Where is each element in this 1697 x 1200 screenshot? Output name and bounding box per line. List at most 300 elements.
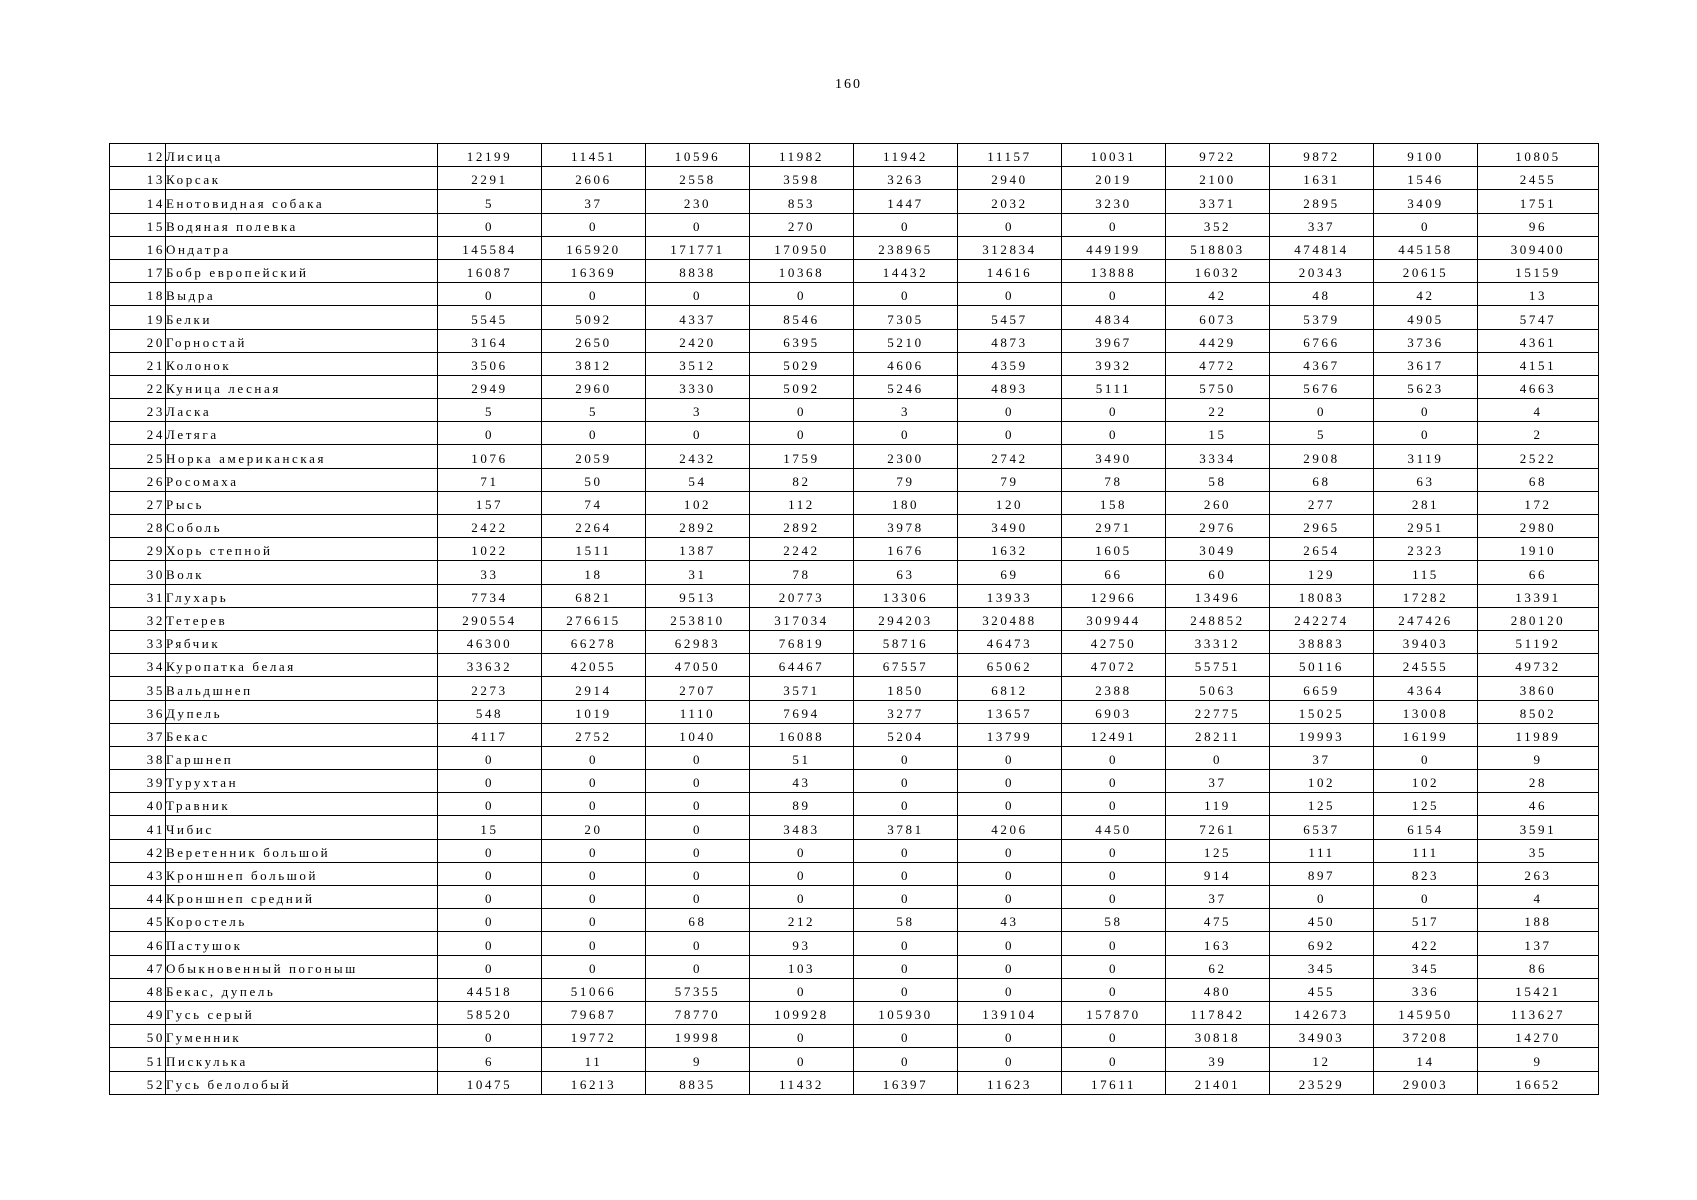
value-cell: 0 bbox=[854, 793, 958, 816]
table-row bbox=[110, 329, 1599, 352]
value-cell: 11989 bbox=[1478, 723, 1599, 746]
table-row bbox=[110, 932, 1599, 955]
value-cell: 914 bbox=[1166, 862, 1270, 885]
value-cell: 0 bbox=[854, 1048, 958, 1071]
value-cell: 0 bbox=[854, 862, 958, 885]
species-name: Вальдшнеп bbox=[166, 677, 438, 700]
value-cell: 6766 bbox=[1270, 329, 1374, 352]
row-number: 25 bbox=[110, 445, 166, 468]
value-cell: 5111 bbox=[1062, 375, 1166, 398]
value-cell: 68 bbox=[646, 909, 750, 932]
value-cell: 0 bbox=[958, 213, 1062, 236]
value-cell: 5 bbox=[438, 399, 542, 422]
value-cell: 2940 bbox=[958, 167, 1062, 190]
value-cell: 0 bbox=[854, 955, 958, 978]
value-cell: 10031 bbox=[1062, 144, 1166, 167]
row-number: 50 bbox=[110, 1025, 166, 1048]
value-cell: 31 bbox=[646, 561, 750, 584]
table-row bbox=[110, 538, 1599, 561]
value-cell: 2752 bbox=[542, 723, 646, 746]
value-cell: 0 bbox=[1062, 746, 1166, 769]
row-number: 20 bbox=[110, 329, 166, 352]
value-cell: 66 bbox=[1478, 561, 1599, 584]
value-cell: 0 bbox=[1062, 793, 1166, 816]
value-cell: 253810 bbox=[646, 607, 750, 630]
value-cell: 2422 bbox=[438, 515, 542, 538]
value-cell: 15 bbox=[438, 816, 542, 839]
value-cell: 4429 bbox=[1166, 329, 1270, 352]
value-cell: 0 bbox=[854, 770, 958, 793]
value-cell: 2522 bbox=[1478, 445, 1599, 468]
value-cell: 0 bbox=[958, 422, 1062, 445]
value-cell: 5750 bbox=[1166, 375, 1270, 398]
value-cell: 67557 bbox=[854, 654, 958, 677]
value-cell: 0 bbox=[438, 932, 542, 955]
value-cell: 9 bbox=[1478, 1048, 1599, 1071]
species-name: Лисица bbox=[166, 144, 438, 167]
value-cell: 33312 bbox=[1166, 630, 1270, 653]
row-number: 16 bbox=[110, 236, 166, 259]
value-cell: 1022 bbox=[438, 538, 542, 561]
row-number: 41 bbox=[110, 816, 166, 839]
value-cell: 13 bbox=[1478, 283, 1599, 306]
value-cell: 0 bbox=[438, 862, 542, 885]
value-cell: 47050 bbox=[646, 654, 750, 677]
value-cell: 0 bbox=[1374, 213, 1478, 236]
value-cell: 450 bbox=[1270, 909, 1374, 932]
value-cell: 19993 bbox=[1270, 723, 1374, 746]
value-cell: 82 bbox=[750, 468, 854, 491]
species-name: Тетерев bbox=[166, 607, 438, 630]
value-cell: 49732 bbox=[1478, 654, 1599, 677]
value-cell: 2606 bbox=[542, 167, 646, 190]
value-cell: 58716 bbox=[854, 630, 958, 653]
row-number: 32 bbox=[110, 607, 166, 630]
value-cell: 20615 bbox=[1374, 259, 1478, 282]
value-cell: 163 bbox=[1166, 932, 1270, 955]
value-cell: 9 bbox=[1478, 746, 1599, 769]
value-cell: 0 bbox=[542, 862, 646, 885]
value-cell: 0 bbox=[1062, 886, 1166, 909]
value-cell: 7305 bbox=[854, 306, 958, 329]
value-cell: 0 bbox=[1270, 886, 1374, 909]
value-cell: 2965 bbox=[1270, 515, 1374, 538]
value-cell: 0 bbox=[542, 793, 646, 816]
value-cell: 309944 bbox=[1062, 607, 1166, 630]
value-cell: 119 bbox=[1166, 793, 1270, 816]
value-cell: 475 bbox=[1166, 909, 1270, 932]
value-cell: 2892 bbox=[646, 515, 750, 538]
value-cell: 1850 bbox=[854, 677, 958, 700]
value-cell: 1546 bbox=[1374, 167, 1478, 190]
value-cell: 6537 bbox=[1270, 816, 1374, 839]
species-name: Росомаха bbox=[166, 468, 438, 491]
value-cell: 6 bbox=[438, 1048, 542, 1071]
value-cell: 172 bbox=[1478, 491, 1599, 514]
value-cell: 23529 bbox=[1270, 1071, 1374, 1094]
value-cell: 13799 bbox=[958, 723, 1062, 746]
value-cell: 69 bbox=[958, 561, 1062, 584]
value-cell: 0 bbox=[958, 793, 1062, 816]
value-cell: 13306 bbox=[854, 584, 958, 607]
row-number: 52 bbox=[110, 1071, 166, 1094]
value-cell: 0 bbox=[958, 839, 1062, 862]
species-name: Горностай bbox=[166, 329, 438, 352]
value-cell: 19772 bbox=[542, 1025, 646, 1048]
value-cell: 3860 bbox=[1478, 677, 1599, 700]
value-cell: 76819 bbox=[750, 630, 854, 653]
table-row bbox=[110, 144, 1599, 167]
value-cell: 8546 bbox=[750, 306, 854, 329]
row-number: 34 bbox=[110, 654, 166, 677]
value-cell: 320488 bbox=[958, 607, 1062, 630]
value-cell: 68 bbox=[1270, 468, 1374, 491]
value-cell: 449199 bbox=[1062, 236, 1166, 259]
value-cell: 7734 bbox=[438, 584, 542, 607]
value-cell: 2323 bbox=[1374, 538, 1478, 561]
value-cell: 33632 bbox=[438, 654, 542, 677]
value-cell: 28 bbox=[1478, 770, 1599, 793]
value-cell: 692 bbox=[1270, 932, 1374, 955]
value-cell: 2914 bbox=[542, 677, 646, 700]
value-cell: 38883 bbox=[1270, 630, 1374, 653]
value-cell: 0 bbox=[854, 422, 958, 445]
value-cell: 78770 bbox=[646, 1001, 750, 1024]
value-cell: 9872 bbox=[1270, 144, 1374, 167]
species-name: Гуменник bbox=[166, 1025, 438, 1048]
value-cell: 4905 bbox=[1374, 306, 1478, 329]
value-cell: 0 bbox=[1062, 862, 1166, 885]
table-row bbox=[110, 700, 1599, 723]
table-row bbox=[110, 445, 1599, 468]
value-cell: 158 bbox=[1062, 491, 1166, 514]
value-cell: 3334 bbox=[1166, 445, 1270, 468]
value-cell: 337 bbox=[1270, 213, 1374, 236]
value-cell: 24555 bbox=[1374, 654, 1478, 677]
table-row bbox=[110, 886, 1599, 909]
value-cell: 0 bbox=[542, 886, 646, 909]
row-number: 14 bbox=[110, 190, 166, 213]
table-row bbox=[110, 909, 1599, 932]
value-cell: 42 bbox=[1166, 283, 1270, 306]
value-cell: 46300 bbox=[438, 630, 542, 653]
value-cell: 125 bbox=[1374, 793, 1478, 816]
value-cell: 9722 bbox=[1166, 144, 1270, 167]
value-cell: 0 bbox=[1062, 770, 1166, 793]
value-cell: 3330 bbox=[646, 375, 750, 398]
value-cell: 3164 bbox=[438, 329, 542, 352]
value-cell: 1910 bbox=[1478, 538, 1599, 561]
species-name: Водяная полевка bbox=[166, 213, 438, 236]
value-cell: 30818 bbox=[1166, 1025, 1270, 1048]
value-cell: 2558 bbox=[646, 167, 750, 190]
value-cell: 16087 bbox=[438, 259, 542, 282]
row-number: 40 bbox=[110, 793, 166, 816]
value-cell: 5 bbox=[542, 399, 646, 422]
value-cell: 518803 bbox=[1166, 236, 1270, 259]
value-cell: 4606 bbox=[854, 352, 958, 375]
value-cell: 66278 bbox=[542, 630, 646, 653]
value-cell: 20343 bbox=[1270, 259, 1374, 282]
value-cell: 3230 bbox=[1062, 190, 1166, 213]
value-cell: 0 bbox=[958, 1048, 1062, 1071]
value-cell: 60 bbox=[1166, 561, 1270, 584]
value-cell: 2019 bbox=[1062, 167, 1166, 190]
value-cell: 109928 bbox=[750, 1001, 854, 1024]
value-cell: 4893 bbox=[958, 375, 1062, 398]
row-number: 37 bbox=[110, 723, 166, 746]
value-cell: 65062 bbox=[958, 654, 1062, 677]
value-cell: 2032 bbox=[958, 190, 1062, 213]
value-cell: 0 bbox=[646, 816, 750, 839]
table-row bbox=[110, 955, 1599, 978]
value-cell: 2949 bbox=[438, 375, 542, 398]
value-cell: 15 bbox=[1166, 422, 1270, 445]
value-cell: 294203 bbox=[854, 607, 958, 630]
table-row bbox=[110, 283, 1599, 306]
value-cell: 4151 bbox=[1478, 352, 1599, 375]
value-cell: 317034 bbox=[750, 607, 854, 630]
value-cell: 0 bbox=[438, 422, 542, 445]
species-name: Пастушок bbox=[166, 932, 438, 955]
value-cell: 58 bbox=[1166, 468, 1270, 491]
value-cell: 3781 bbox=[854, 816, 958, 839]
value-cell: 12966 bbox=[1062, 584, 1166, 607]
row-number: 46 bbox=[110, 932, 166, 955]
value-cell: 11982 bbox=[750, 144, 854, 167]
value-cell: 0 bbox=[854, 932, 958, 955]
value-cell: 16652 bbox=[1478, 1071, 1599, 1094]
value-cell: 260 bbox=[1166, 491, 1270, 514]
value-cell: 0 bbox=[958, 770, 1062, 793]
row-number: 27 bbox=[110, 491, 166, 514]
value-cell: 238965 bbox=[854, 236, 958, 259]
value-cell: 309400 bbox=[1478, 236, 1599, 259]
value-cell: 0 bbox=[646, 283, 750, 306]
species-name: Кроншнеп средний bbox=[166, 886, 438, 909]
species-name: Травник bbox=[166, 793, 438, 816]
value-cell: 242274 bbox=[1270, 607, 1374, 630]
value-cell: 5 bbox=[1270, 422, 1374, 445]
row-number: 38 bbox=[110, 746, 166, 769]
value-cell: 5747 bbox=[1478, 306, 1599, 329]
value-cell: 0 bbox=[438, 909, 542, 932]
value-cell: 0 bbox=[750, 1048, 854, 1071]
value-cell: 103 bbox=[750, 955, 854, 978]
value-cell: 63 bbox=[1374, 468, 1478, 491]
value-cell: 3119 bbox=[1374, 445, 1478, 468]
value-cell: 13888 bbox=[1062, 259, 1166, 282]
row-number: 43 bbox=[110, 862, 166, 885]
table-row bbox=[110, 1071, 1599, 1094]
value-cell: 0 bbox=[958, 955, 1062, 978]
value-cell: 43 bbox=[750, 770, 854, 793]
species-name: Выдра bbox=[166, 283, 438, 306]
value-cell: 35 bbox=[1478, 839, 1599, 862]
table-row bbox=[110, 746, 1599, 769]
value-cell: 125 bbox=[1270, 793, 1374, 816]
value-cell: 58 bbox=[854, 909, 958, 932]
value-cell: 0 bbox=[1062, 283, 1166, 306]
value-cell: 474814 bbox=[1270, 236, 1374, 259]
value-cell: 853 bbox=[750, 190, 854, 213]
value-cell: 0 bbox=[750, 399, 854, 422]
value-cell: 1040 bbox=[646, 723, 750, 746]
value-cell: 3617 bbox=[1374, 352, 1478, 375]
value-cell: 312834 bbox=[958, 236, 1062, 259]
row-number: 15 bbox=[110, 213, 166, 236]
value-cell: 2742 bbox=[958, 445, 1062, 468]
value-cell: 8502 bbox=[1478, 700, 1599, 723]
value-cell: 1676 bbox=[854, 538, 958, 561]
value-cell: 0 bbox=[438, 793, 542, 816]
value-cell: 422 bbox=[1374, 932, 1478, 955]
value-cell: 180 bbox=[854, 491, 958, 514]
value-cell: 5246 bbox=[854, 375, 958, 398]
value-cell: 3598 bbox=[750, 167, 854, 190]
value-cell: 0 bbox=[854, 1025, 958, 1048]
value-cell: 1605 bbox=[1062, 538, 1166, 561]
value-cell: 4 bbox=[1478, 886, 1599, 909]
value-cell: 0 bbox=[438, 1025, 542, 1048]
value-cell: 5379 bbox=[1270, 306, 1374, 329]
value-cell: 165920 bbox=[542, 236, 646, 259]
value-cell: 6395 bbox=[750, 329, 854, 352]
value-cell: 2951 bbox=[1374, 515, 1478, 538]
value-cell: 47072 bbox=[1062, 654, 1166, 677]
table-row bbox=[110, 306, 1599, 329]
value-cell: 113627 bbox=[1478, 1001, 1599, 1024]
value-cell: 37 bbox=[1166, 770, 1270, 793]
value-cell: 3978 bbox=[854, 515, 958, 538]
value-cell: 290554 bbox=[438, 607, 542, 630]
row-number: 31 bbox=[110, 584, 166, 607]
value-cell: 5 bbox=[438, 190, 542, 213]
table-body bbox=[110, 144, 1599, 1095]
value-cell: 248852 bbox=[1166, 607, 1270, 630]
value-cell: 455 bbox=[1270, 978, 1374, 1001]
value-cell: 0 bbox=[854, 283, 958, 306]
value-cell: 37208 bbox=[1374, 1025, 1478, 1048]
value-cell: 13391 bbox=[1478, 584, 1599, 607]
species-name: Пискулька bbox=[166, 1048, 438, 1071]
value-cell: 3812 bbox=[542, 352, 646, 375]
value-cell: 105930 bbox=[854, 1001, 958, 1024]
table-row bbox=[110, 839, 1599, 862]
value-cell: 0 bbox=[646, 955, 750, 978]
value-cell: 0 bbox=[958, 932, 1062, 955]
row-number: 47 bbox=[110, 955, 166, 978]
value-cell: 2971 bbox=[1062, 515, 1166, 538]
value-cell: 46473 bbox=[958, 630, 1062, 653]
value-cell: 74 bbox=[542, 491, 646, 514]
value-cell: 8835 bbox=[646, 1071, 750, 1094]
table-row bbox=[110, 399, 1599, 422]
value-cell: 3490 bbox=[1062, 445, 1166, 468]
value-cell: 9513 bbox=[646, 584, 750, 607]
value-cell: 0 bbox=[542, 909, 646, 932]
value-cell: 37 bbox=[1166, 886, 1270, 909]
species-name: Летяга bbox=[166, 422, 438, 445]
value-cell: 5029 bbox=[750, 352, 854, 375]
value-cell: 548 bbox=[438, 700, 542, 723]
value-cell: 0 bbox=[646, 746, 750, 769]
row-number: 51 bbox=[110, 1048, 166, 1071]
value-cell: 212 bbox=[750, 909, 854, 932]
value-cell: 1632 bbox=[958, 538, 1062, 561]
value-cell: 6812 bbox=[958, 677, 1062, 700]
table-row bbox=[110, 793, 1599, 816]
value-cell: 0 bbox=[958, 283, 1062, 306]
value-cell: 16088 bbox=[750, 723, 854, 746]
value-cell: 21401 bbox=[1166, 1071, 1270, 1094]
row-number: 23 bbox=[110, 399, 166, 422]
value-cell: 0 bbox=[438, 746, 542, 769]
species-name: Колонок bbox=[166, 352, 438, 375]
value-cell: 16213 bbox=[542, 1071, 646, 1094]
value-cell: 79 bbox=[854, 468, 958, 491]
value-cell: 17282 bbox=[1374, 584, 1478, 607]
value-cell: 50 bbox=[542, 468, 646, 491]
value-cell: 33 bbox=[438, 561, 542, 584]
value-cell: 0 bbox=[1062, 1048, 1166, 1071]
value-cell: 2960 bbox=[542, 375, 646, 398]
value-cell: 0 bbox=[750, 978, 854, 1001]
value-cell: 102 bbox=[1270, 770, 1374, 793]
value-cell: 0 bbox=[1374, 422, 1478, 445]
value-cell: 0 bbox=[958, 886, 1062, 909]
value-cell: 3 bbox=[646, 399, 750, 422]
value-cell: 86 bbox=[1478, 955, 1599, 978]
row-number: 42 bbox=[110, 839, 166, 862]
value-cell: 480 bbox=[1166, 978, 1270, 1001]
value-cell: 19998 bbox=[646, 1025, 750, 1048]
species-name: Гусь серый bbox=[166, 1001, 438, 1024]
value-cell: 13933 bbox=[958, 584, 1062, 607]
value-cell: 2388 bbox=[1062, 677, 1166, 700]
value-cell: 5063 bbox=[1166, 677, 1270, 700]
value-cell: 1019 bbox=[542, 700, 646, 723]
value-cell: 96 bbox=[1478, 213, 1599, 236]
table-row bbox=[110, 167, 1599, 190]
species-name: Хорь степной bbox=[166, 538, 438, 561]
value-cell: 39 bbox=[1166, 1048, 1270, 1071]
value-cell: 0 bbox=[1374, 886, 1478, 909]
value-cell: 0 bbox=[646, 422, 750, 445]
value-cell: 345 bbox=[1374, 955, 1478, 978]
value-cell: 44518 bbox=[438, 978, 542, 1001]
value-cell: 16199 bbox=[1374, 723, 1478, 746]
table-row bbox=[110, 259, 1599, 282]
value-cell: 2100 bbox=[1166, 167, 1270, 190]
value-cell: 0 bbox=[750, 283, 854, 306]
value-cell: 11623 bbox=[958, 1071, 1062, 1094]
value-cell: 10475 bbox=[438, 1071, 542, 1094]
table-row bbox=[110, 1025, 1599, 1048]
value-cell: 5092 bbox=[542, 306, 646, 329]
species-name: Волк bbox=[166, 561, 438, 584]
value-cell: 0 bbox=[750, 839, 854, 862]
species-name: Куница лесная bbox=[166, 375, 438, 398]
value-cell: 2654 bbox=[1270, 538, 1374, 561]
row-number: 18 bbox=[110, 283, 166, 306]
value-cell: 0 bbox=[854, 746, 958, 769]
value-cell: 102 bbox=[646, 491, 750, 514]
species-name: Ондатра bbox=[166, 236, 438, 259]
value-cell: 2059 bbox=[542, 445, 646, 468]
value-cell: 3263 bbox=[854, 167, 958, 190]
value-cell: 11432 bbox=[750, 1071, 854, 1094]
